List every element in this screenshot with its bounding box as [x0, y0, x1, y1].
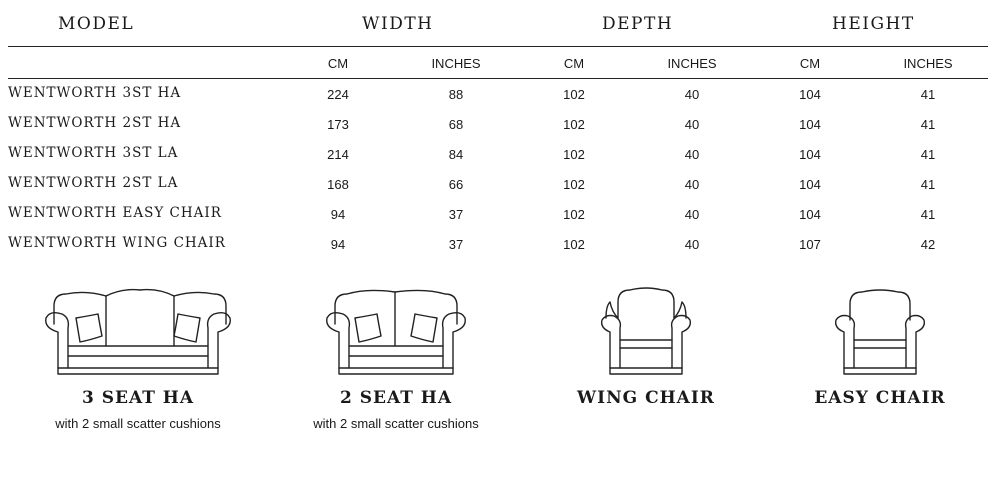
cell-height-inches: 42 — [920, 237, 936, 252]
table-row — [0, 145, 996, 167]
easy-chair-icon — [830, 284, 930, 380]
two-seat-sofa-icon — [321, 284, 471, 380]
row-model: WENTWORTH 2ST LA — [8, 175, 179, 191]
product-name: 3 SEAT HA — [81, 388, 195, 408]
cell-depth-inches: 40 — [684, 177, 700, 192]
header-height: HEIGHT — [832, 14, 915, 34]
table-row — [0, 175, 996, 197]
table-row — [0, 205, 996, 227]
unit-height-inches: INCHES — [903, 56, 953, 71]
cell-width-inches: 37 — [448, 237, 464, 252]
header-width: WIDTH — [362, 14, 434, 34]
product-easy-chair — [760, 284, 996, 408]
cell-depth-cm: 102 — [563, 207, 585, 222]
cell-depth-cm: 102 — [563, 147, 585, 162]
unit-depth-cm: CM — [563, 56, 585, 71]
cell-depth-inches: 40 — [684, 117, 700, 132]
row-model: WENTWORTH 3ST HA — [8, 85, 182, 101]
header-divider-bottom — [8, 78, 988, 79]
cell-width-inches: 66 — [448, 177, 464, 192]
cell-width-cm: 173 — [327, 117, 349, 132]
cell-width-inches: 84 — [448, 147, 464, 162]
three-seat-sofa-icon — [40, 284, 236, 380]
cell-depth-cm: 102 — [563, 237, 585, 252]
row-model: WENTWORTH 3ST LA — [8, 145, 179, 161]
cell-height-cm: 104 — [799, 147, 821, 162]
row-model: WENTWORTH EASY CHAIR — [8, 205, 222, 221]
cell-height-inches: 41 — [920, 207, 936, 222]
header-model: MODEL — [58, 14, 135, 34]
cell-depth-cm: 102 — [563, 87, 585, 102]
product-two-seat — [276, 284, 516, 431]
unit-width-inches: INCHES — [431, 56, 481, 71]
cell-width-cm: 94 — [330, 237, 346, 252]
product-wing-chair — [526, 284, 766, 408]
cell-width-inches: 68 — [448, 117, 464, 132]
header-depth: DEPTH — [602, 14, 674, 34]
cell-depth-cm: 102 — [563, 177, 585, 192]
cell-depth-inches: 40 — [684, 87, 700, 102]
table-row — [0, 115, 996, 137]
product-subtitle: with 2 small scatter cushions — [313, 416, 479, 431]
product-name: EASY CHAIR — [814, 388, 946, 408]
cell-depth-inches: 40 — [684, 207, 700, 222]
cell-height-cm: 104 — [799, 117, 821, 132]
cell-width-cm: 168 — [327, 177, 349, 192]
product-subtitle: with 2 small scatter cushions — [55, 416, 221, 431]
wing-chair-icon — [596, 284, 696, 380]
cell-height-inches: 41 — [920, 147, 936, 162]
cell-width-cm: 224 — [327, 87, 349, 102]
unit-height-cm: CM — [799, 56, 821, 71]
cell-width-cm: 94 — [330, 207, 346, 222]
unit-depth-inches: INCHES — [667, 56, 717, 71]
cell-height-cm: 104 — [799, 87, 821, 102]
cell-height-inches: 41 — [920, 177, 936, 192]
product-name: WING CHAIR — [577, 388, 715, 408]
header-divider-top — [8, 46, 988, 47]
product-three-seat — [18, 284, 258, 431]
cell-depth-inches: 40 — [684, 237, 700, 252]
cell-width-inches: 37 — [448, 207, 464, 222]
unit-width-cm: CM — [327, 56, 349, 71]
row-model: WENTWORTH 2ST HA — [8, 115, 182, 131]
table-row — [0, 235, 996, 257]
cell-width-inches: 88 — [448, 87, 464, 102]
cell-height-cm: 104 — [799, 207, 821, 222]
cell-height-cm: 107 — [799, 237, 821, 252]
cell-depth-inches: 40 — [684, 147, 700, 162]
cell-width-cm: 214 — [327, 147, 349, 162]
cell-height-inches: 41 — [920, 117, 936, 132]
cell-depth-cm: 102 — [563, 117, 585, 132]
cell-height-inches: 41 — [920, 87, 936, 102]
product-name: 2 SEAT HA — [339, 388, 453, 408]
row-model: WENTWORTH WING CHAIR — [8, 235, 226, 251]
table-row — [0, 85, 996, 107]
cell-height-cm: 104 — [799, 177, 821, 192]
